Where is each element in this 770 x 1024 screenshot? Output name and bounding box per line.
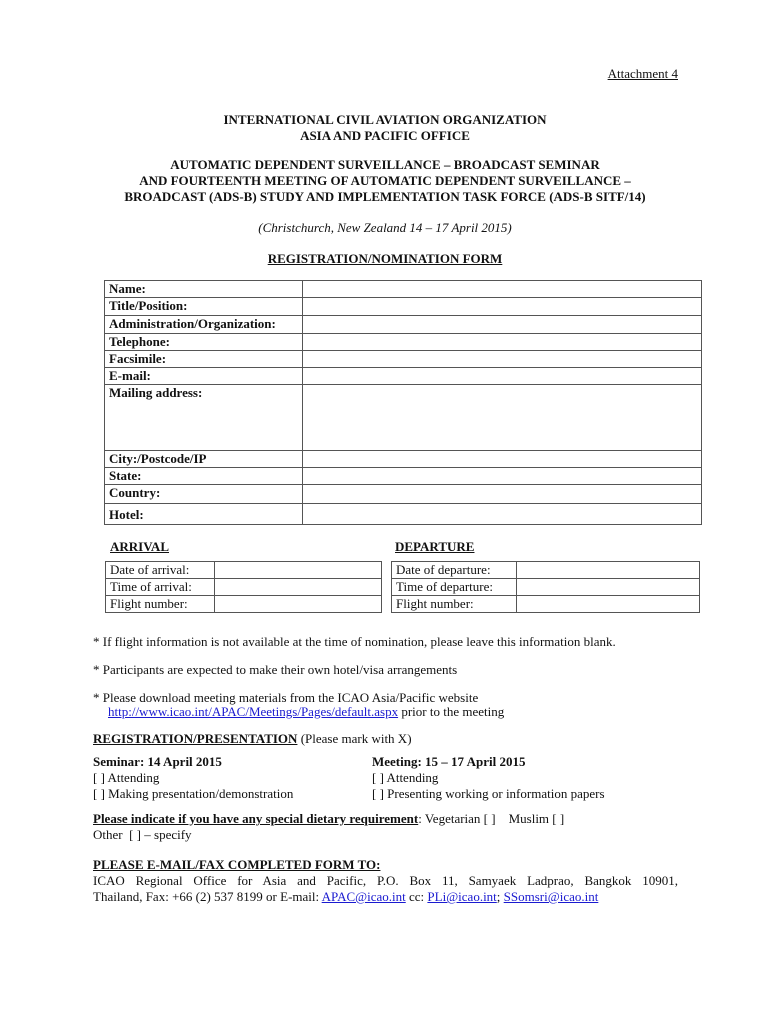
registration-heading: REGISTRATION/PRESENTATION [93, 731, 298, 746]
field-label: Country: [105, 485, 303, 504]
departure-row-label: Time of departure: [392, 579, 517, 596]
table-row [392, 562, 700, 579]
departure-heading: DEPARTURE [395, 539, 475, 554]
attachment-label: Attachment 4 [607, 66, 678, 81]
table-row [106, 562, 382, 579]
table-row [392, 579, 700, 596]
field-label: Administration/Organization: [105, 316, 303, 334]
contact-address-line2 [93, 889, 598, 905]
table-row [105, 368, 702, 385]
note-download-suffix: prior to the meeting [401, 704, 505, 719]
departure-time-input[interactable] [517, 579, 700, 596]
seminar-title: Seminar: 14 April 2015 [93, 754, 222, 769]
apac-email-link[interactable]: APAC@icao.int [321, 889, 406, 904]
name-input[interactable] [303, 281, 702, 298]
table-row [105, 504, 702, 525]
table-row [106, 596, 382, 613]
table-row [105, 334, 702, 351]
field-label: State: [105, 468, 303, 485]
arrival-row-label: Date of arrival: [106, 562, 215, 579]
arrival-flight-input[interactable] [215, 596, 382, 613]
country-input[interactable] [303, 485, 702, 504]
meeting-attending-checkbox[interactable]: [ ] Attending [372, 770, 439, 785]
contact-address-line1: ICAO Regional Office for Asia and Pacific, P.O. Box 11, Samyaek Ladprao, Bangkok 10901, [93, 873, 678, 888]
table-row [105, 298, 702, 316]
table-row [392, 596, 700, 613]
state-input[interactable] [303, 468, 702, 485]
seminar-presentation-checkbox[interactable]: [ ] Making presentation/demonstration [93, 786, 294, 801]
field-label: Facsimile: [105, 351, 303, 368]
table-row [105, 281, 702, 298]
registration-table [104, 280, 702, 525]
arrival-row-label: Time of arrival: [106, 579, 215, 596]
contact-heading: PLEASE E-MAIL/FAX COMPLETED FORM TO: [93, 857, 381, 872]
table-row [105, 316, 702, 334]
title-line-3: BROADCAST (ADS-B) STUDY AND IMPLEMENTATION TASK FORCE (ADS-B SITF/14) [124, 189, 646, 204]
departure-flight-input[interactable] [517, 596, 700, 613]
table-row [106, 579, 382, 596]
arrival-date-input[interactable] [215, 562, 382, 579]
facsimile-input[interactable] [303, 351, 702, 368]
departure-date-input[interactable] [517, 562, 700, 579]
dietary-row [93, 811, 564, 827]
contact-fax-text: Thailand, Fax: +66 (2) 537 8199 or E-mail: [93, 889, 322, 904]
table-row [105, 468, 702, 485]
telephone-input[interactable] [303, 334, 702, 351]
field-label: Telephone: [105, 334, 303, 351]
arrival-row-label: Flight number: [106, 596, 215, 613]
registration-heading-row [93, 731, 412, 747]
hotel-input[interactable] [303, 504, 702, 525]
organization-input[interactable] [303, 316, 702, 334]
org-line-1: INTERNATIONAL CIVIL AVIATION ORGANIZATION [223, 112, 547, 127]
title-position-input[interactable] [303, 298, 702, 316]
table-row [105, 351, 702, 368]
title-line-2: AND FOURTEENTH MEETING OF AUTOMATIC DEPENDENT SURVEILLANCE – [139, 173, 631, 188]
mailing-address-input[interactable] [303, 385, 702, 451]
table-row [105, 485, 702, 504]
dietary-other-checkbox[interactable]: Other [ ] – specify [93, 827, 192, 842]
registration-heading-note: (Please mark with X) [300, 731, 412, 746]
field-label: Name: [105, 281, 303, 298]
email-separator: ; [496, 889, 504, 904]
note-download-line2 [108, 704, 504, 720]
form-title: REGISTRATION/NOMINATION FORM [267, 251, 503, 266]
departure-row-label: Flight number: [392, 596, 517, 613]
field-label: E-mail: [105, 368, 303, 385]
note-download: * Please download meeting materials from the ICAO Asia/Pacific website [93, 690, 479, 705]
field-label: Mailing address: [105, 385, 303, 451]
arrival-table [105, 561, 382, 613]
city-postcode-input[interactable] [303, 451, 702, 468]
dietary-label: Please indicate if you have any special dietary requirement [93, 811, 419, 826]
departure-table [391, 561, 700, 613]
table-row [105, 385, 702, 451]
pli-email-link[interactable]: PLi@icao.int [427, 889, 497, 904]
note-hotel-visa: * Participants are expected to make their own hotel/visa arrangements [93, 662, 458, 677]
title-line-1: AUTOMATIC DEPENDENT SURVEILLANCE – BROADCAST SEMINAR [170, 157, 600, 172]
cc-label: cc: [405, 889, 428, 904]
field-label: Hotel: [105, 504, 303, 525]
org-line-2: ASIA AND PACIFIC OFFICE [300, 128, 470, 143]
departure-row-label: Date of departure: [392, 562, 517, 579]
dietary-options-checkboxes[interactable]: : Vegetarian [ ] Muslim [ ] [418, 811, 565, 826]
arrival-time-input[interactable] [215, 579, 382, 596]
field-label: Title/Position: [105, 298, 303, 316]
meeting-title: Meeting: 15 – 17 April 2015 [372, 754, 526, 769]
meeting-materials-link[interactable]: http://www.icao.int/APAC/Meetings/Pages/default.aspx [108, 704, 399, 719]
seminar-attending-checkbox[interactable]: [ ] Attending [93, 770, 160, 785]
venue-dates: (Christchurch, New Zealand 14 – 17 April 2015) [258, 220, 512, 235]
email-input[interactable] [303, 368, 702, 385]
arrival-heading: ARRIVAL [110, 539, 169, 554]
table-row [105, 451, 702, 468]
ssomsri-email-link[interactable]: SSomsri@icao.int [503, 889, 599, 904]
note-flight-info: * If flight information is not available at the time of nomination, please leave this information blank. [93, 634, 616, 649]
field-label: City:/Postcode/IP [105, 451, 303, 468]
meeting-papers-checkbox[interactable]: [ ] Presenting working or information papers [372, 786, 605, 801]
